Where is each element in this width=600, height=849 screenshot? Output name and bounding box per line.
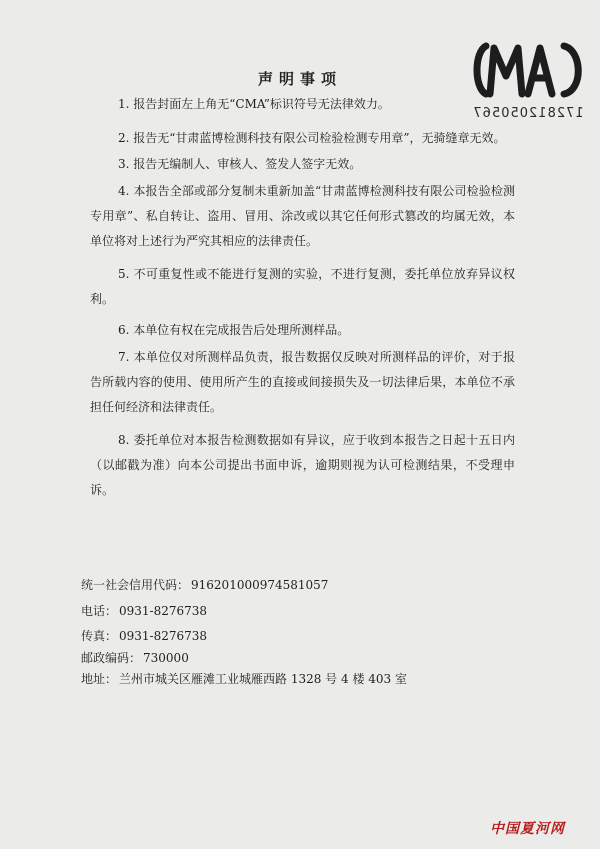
phone-label: 电话： (81, 604, 118, 618)
postcode-row (81, 649, 189, 666)
address-row (81, 670, 407, 687)
address-label: 地址： (81, 672, 118, 686)
fax-row (81, 627, 207, 644)
clause-item: 7. 本单位仅对所测样品负责，报告数据仅反映对所测样品的评价，对于报告所载内容的使用、使用所产生的直接或间接损失及一切法律后果，本单位不承担任何经济和法律责任。 (90, 350, 515, 414)
postcode-value: 730000 (143, 651, 189, 665)
phone-value: 0931-8276738 (119, 604, 208, 618)
credit-code-label: 统一社会信用代码： (81, 578, 190, 592)
address-value: 兰州市城关区雁滩工业城雁西路 1328 号 4 楼 403 室 (119, 672, 407, 686)
clause-item: 6. 本单位有权在完成报告后处理所测样品。 (118, 323, 350, 337)
phone-row (81, 602, 207, 619)
fax-label: 传真： (81, 629, 118, 643)
postcode-label: 邮政编码： (81, 651, 142, 665)
clause-item: 3. 报告无编制人、审核人、签发人签字无效。 (118, 157, 362, 171)
fax-value: 0931-8276738 (119, 629, 208, 643)
clause-item: 8. 委托单位对本报告检测数据如有异议，应于收到本报告之日起十五日内（以邮戳为准）向本公司提出书面申诉，逾期则视为认可检测结果，不受理申诉。 (90, 433, 515, 497)
clause-item: 1. 报告封面左上角无“CMA”标识符号无法律效力。 (118, 97, 390, 111)
credit-code-row (81, 576, 328, 593)
page-title: 声明事项 (257, 70, 342, 88)
cma-number: 172812050567 (472, 106, 584, 121)
clause-item: 2. 报告无“甘肃蓝博检测科技有限公司检验检测专用章”，无骑缝章无效。 (118, 131, 506, 145)
clause-item: 5. 不可重复性或不能进行复测的实验，不进行复测，委托单位放弃异议权利。 (90, 267, 515, 306)
clause-item: 4. 本报告全部或部分复制未重新加盖“甘肃蓝博检测科技有限公司检验检测专用章”、私自转让、盗用、冒用、涂改或以其它任何形式篡改的均属无效，本单位将对上述行为严究其相应的法律责任。 (90, 184, 515, 248)
credit-code-value: 916201000974581057 (191, 578, 329, 592)
site-watermark: 中国夏河网 (490, 821, 565, 837)
